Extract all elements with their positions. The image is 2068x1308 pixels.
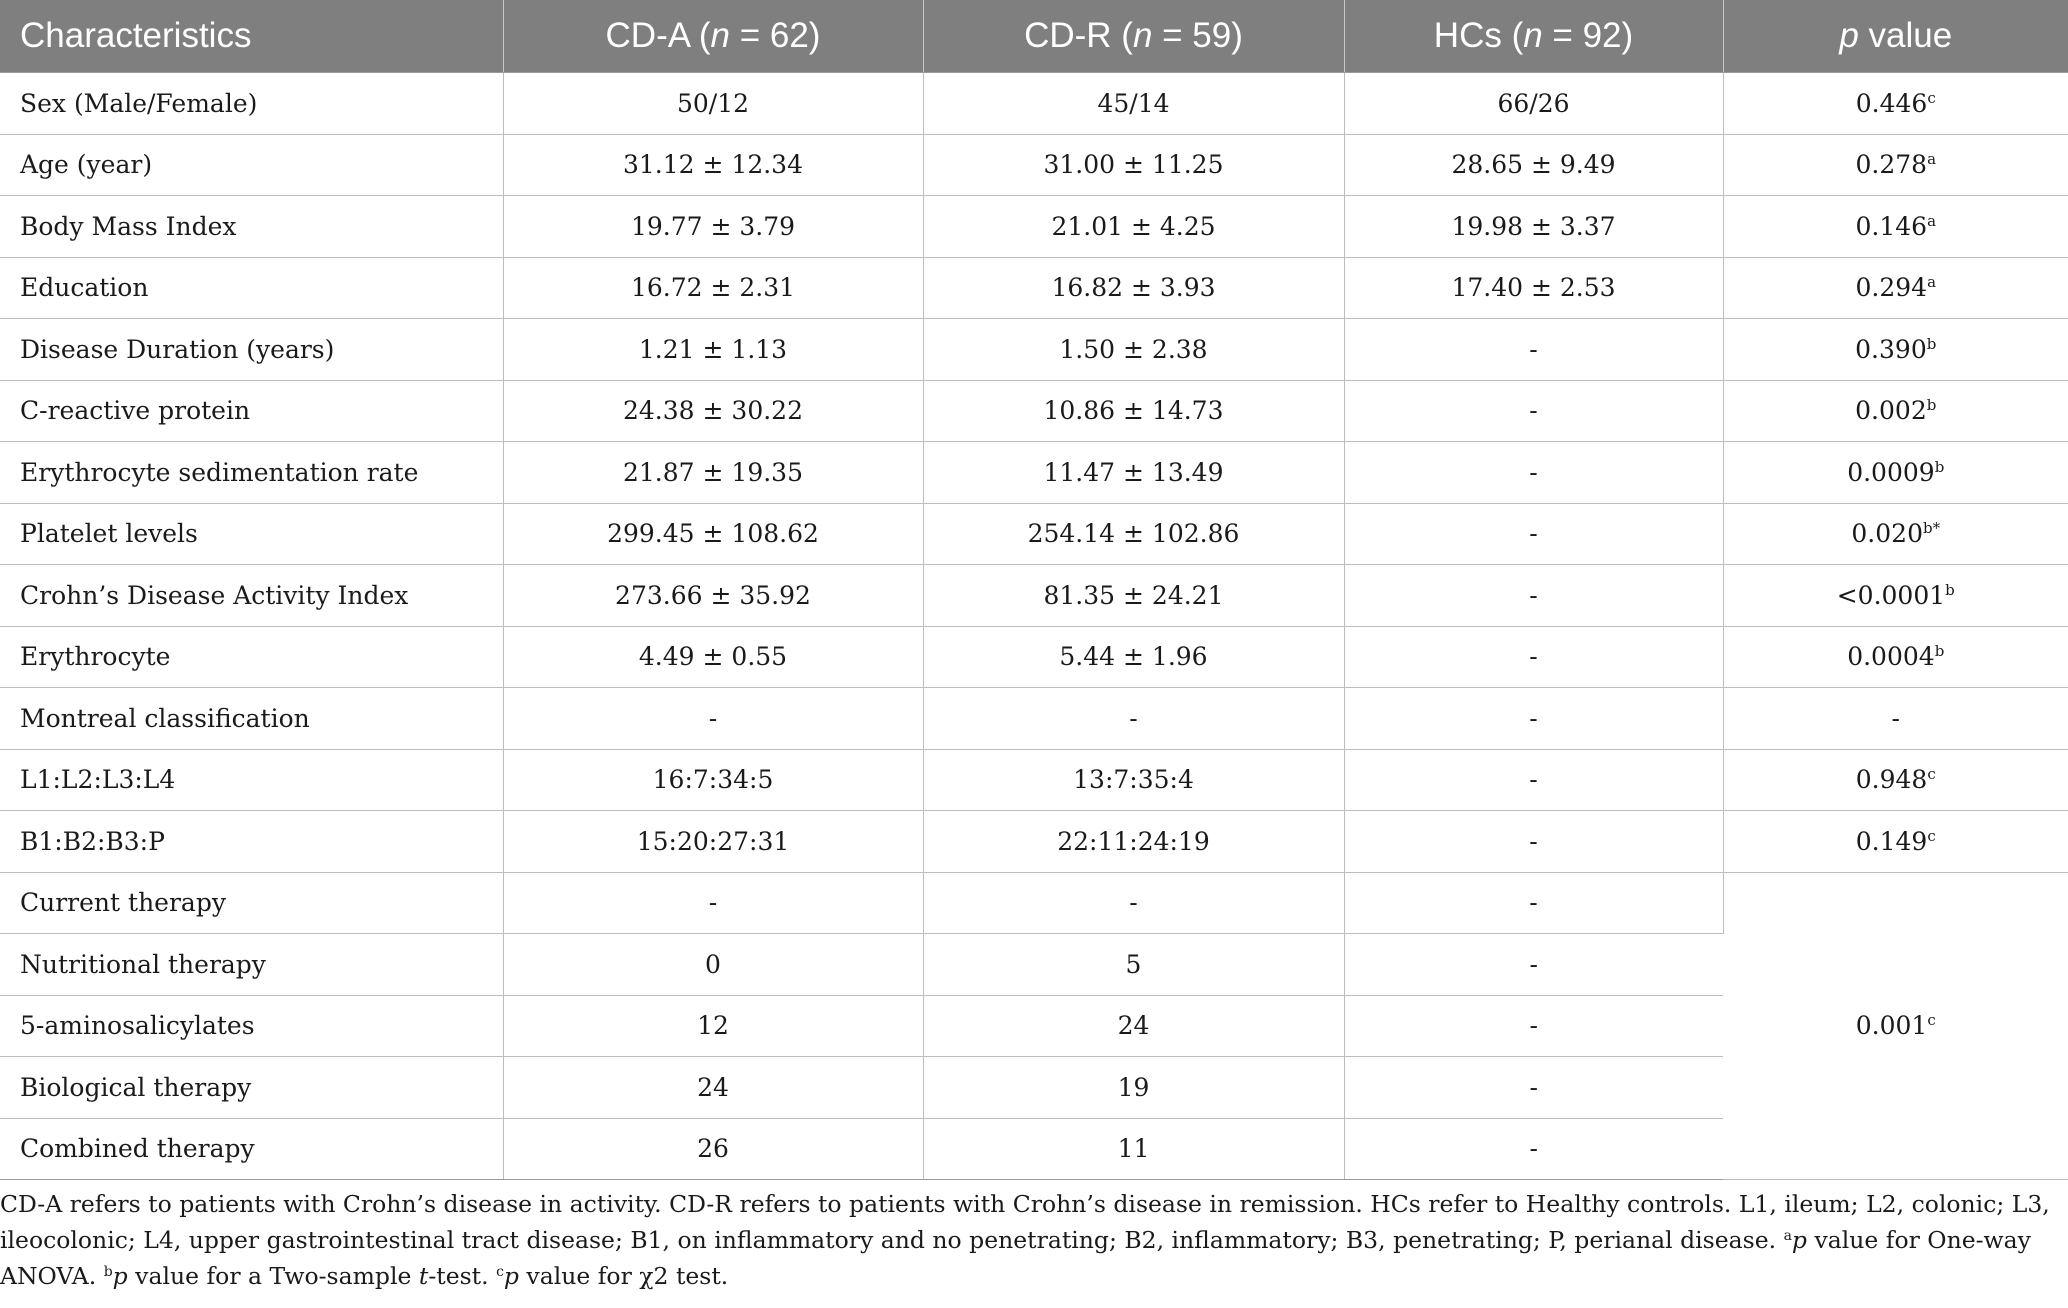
table-row [0, 319, 2068, 381]
cd-r-value: 21.01 ± 4.25 [923, 196, 1344, 258]
cd-r-value: 5.44 ± 1.96 [923, 626, 1344, 688]
hcs-value: - [1344, 934, 1723, 996]
p-value [1723, 380, 2068, 442]
cd-a-value: 24.38 ± 30.22 [503, 380, 923, 442]
hcs-value: - [1344, 995, 1723, 1057]
row-label: Body Mass Index [0, 196, 503, 258]
cd-r-value: 1.50 ± 2.38 [923, 319, 1344, 381]
table-row [0, 872, 2068, 934]
p-value-number: <0.0001 [1836, 580, 1946, 610]
p-value-number: 0.0004 [1847, 642, 1935, 672]
p-value-superscript: c [1927, 826, 1936, 845]
cd-r-value: 13:7:35:4 [923, 749, 1344, 811]
table-row [0, 749, 2068, 811]
cd-r-value: - [923, 688, 1344, 750]
row-label: Education [0, 257, 503, 319]
p-value-superscript: b [1934, 457, 1945, 476]
hcs-value: - [1344, 872, 1723, 934]
header-hcs: HCs (n = 92) [1344, 0, 1723, 73]
p-value [1723, 811, 2068, 873]
p-value-number: - [1891, 703, 1900, 733]
hcs-value: 66/26 [1344, 73, 1723, 135]
header-cd-a: CD-A (n = 62) [503, 0, 923, 73]
row-label: Biological therapy [0, 1057, 503, 1119]
row-label: Current therapy [0, 872, 503, 934]
cd-r-value: 19 [923, 1057, 1344, 1119]
table-row [0, 503, 2068, 565]
cd-r-value: 11 [923, 1118, 1344, 1180]
p-value-number: 0.020 [1851, 519, 1923, 549]
p-value-superscript: b [1926, 396, 1937, 415]
p-value [1723, 749, 2068, 811]
hcs-value: - [1344, 811, 1723, 873]
row-label: Sex (Male/Female) [0, 73, 503, 135]
hcs-value: - [1344, 688, 1723, 750]
table-row [0, 565, 2068, 627]
cd-a-value: 50/12 [503, 73, 923, 135]
hcs-value: - [1344, 749, 1723, 811]
hcs-value: - [1344, 565, 1723, 627]
hcs-value: - [1344, 319, 1723, 381]
p-value-number: 0.390 [1855, 334, 1927, 364]
cd-r-value: 81.35 ± 24.21 [923, 565, 1344, 627]
table-row [0, 134, 2068, 196]
cd-a-value: 1.21 ± 1.13 [503, 319, 923, 381]
p-value [1723, 442, 2068, 504]
cd-r-value: 10.86 ± 14.73 [923, 380, 1344, 442]
cd-r-value: 5 [923, 934, 1344, 996]
row-label: L1:L2:L3:L4 [0, 749, 503, 811]
row-label: Erythrocyte sedimentation rate [0, 442, 503, 504]
p-value-number: 0.001 [1855, 1011, 1928, 1041]
cd-a-value: 19.77 ± 3.79 [503, 196, 923, 258]
table-header [0, 0, 2068, 73]
p-value [1723, 565, 2068, 627]
row-label: Nutritional therapy [0, 934, 503, 996]
cd-r-value: 254.14 ± 102.86 [923, 503, 1344, 565]
p-value [1723, 319, 2068, 381]
cd-a-value: 0 [503, 934, 923, 996]
cd-r-value: 31.00 ± 11.25 [923, 134, 1344, 196]
p-value-number: 0.149 [1855, 826, 1928, 856]
header-characteristics: Characteristics [0, 0, 503, 73]
row-label: Montreal classification [0, 688, 503, 750]
p-value [1723, 134, 2068, 196]
p-value-superscript: b* [1922, 519, 1941, 538]
hcs-value: - [1344, 1118, 1723, 1180]
table-row [0, 626, 2068, 688]
cd-r-value: 16.82 ± 3.93 [923, 257, 1344, 319]
cd-r-value: 11.47 ± 13.49 [923, 442, 1344, 504]
hcs-value: - [1344, 1057, 1723, 1119]
table-row [0, 442, 2068, 504]
table-row [0, 196, 2068, 258]
row-label: Age (year) [0, 134, 503, 196]
p-value-superscript: b [1926, 334, 1937, 353]
table-row [0, 380, 2068, 442]
cd-a-value: 16.72 ± 2.31 [503, 257, 923, 319]
p-value-superscript: c [1927, 765, 1936, 784]
table-row [0, 688, 2068, 750]
table-footnote: CD-A refers to patients with Crohn’s disease in activity. CD-R refers to patients with Crohn’s disease in remission. HCs refer to Healthy controls. L1, ileum; L2, colonic; L3, ileocolonic; L4, upper gastrointestinal tract disease; B1, on inflammatory and no penetrating; B2, inflammatory; B3, penetrating; P, perianal disease. $^a$p value for One-way ANOVA. $^b$p value for a Two-sample t-test. $^c$p value for χ2 test. [0, 1190, 2050, 1290]
row-label: Erythrocyte [0, 626, 503, 688]
cd-a-value: - [503, 688, 923, 750]
p-value [1723, 503, 2068, 565]
p-value-number: 0.446 [1855, 88, 1928, 118]
hcs-value: - [1344, 626, 1723, 688]
row-label: Platelet levels [0, 503, 503, 565]
table-row [0, 811, 2068, 873]
p-value-number: 0.948 [1855, 765, 1928, 795]
p-value-superscript: b [1934, 642, 1945, 661]
cd-a-value: - [503, 872, 923, 934]
table-row [0, 73, 2068, 135]
p-value [1723, 73, 2068, 135]
hcs-value: 28.65 ± 9.49 [1344, 134, 1723, 196]
p-value-number: 0.002 [1855, 396, 1927, 426]
hcs-value: 19.98 ± 3.37 [1344, 196, 1723, 258]
header-p-value: p value [1723, 0, 2068, 73]
cd-r-value: 22:11:24:19 [923, 811, 1344, 873]
p-value-superscript: a [1927, 211, 1937, 230]
cd-a-value: 31.12 ± 12.34 [503, 134, 923, 196]
cd-a-value: 26 [503, 1118, 923, 1180]
p-value-number: 0.146 [1855, 211, 1928, 241]
row-label: Disease Duration (years) [0, 319, 503, 381]
cd-a-value: 4.49 ± 0.55 [503, 626, 923, 688]
table-body [0, 73, 2068, 1180]
row-label: Crohn’s Disease Activity Index [0, 565, 503, 627]
p-value [1723, 688, 2068, 750]
header-cd-r: CD-R (n = 59) [923, 0, 1344, 73]
p-value-superscript: c [1927, 1011, 1936, 1030]
p-value [1723, 257, 2068, 319]
hcs-value: 17.40 ± 2.53 [1344, 257, 1723, 319]
p-value-superscript: b [1945, 580, 1955, 599]
row-label: C-reactive protein [0, 380, 503, 442]
p-value [1723, 626, 2068, 688]
p-value-number: 0.0009 [1847, 457, 1935, 487]
p-value-number: 0.278 [1855, 150, 1928, 180]
cd-a-value: 273.66 ± 35.92 [503, 565, 923, 627]
cd-a-value: 21.87 ± 19.35 [503, 442, 923, 504]
p-value [1723, 196, 2068, 258]
p-value-number: 0.294 [1855, 273, 1928, 303]
table-row [0, 257, 2068, 319]
cd-a-value: 24 [503, 1057, 923, 1119]
p-value-superscript: a [1927, 150, 1937, 169]
cd-a-value: 299.45 ± 108.62 [503, 503, 923, 565]
hcs-value: - [1344, 442, 1723, 504]
hcs-value: - [1344, 380, 1723, 442]
therapy-p-value [1723, 872, 2068, 1180]
cd-a-value: 16:7:34:5 [503, 749, 923, 811]
hcs-value: - [1344, 503, 1723, 565]
cd-r-value: 45/14 [923, 73, 1344, 135]
cd-a-value: 12 [503, 995, 923, 1057]
p-value-superscript: c [1927, 88, 1936, 107]
cd-a-value: 15:20:27:31 [503, 811, 923, 873]
row-label: B1:B2:B3:P [0, 811, 503, 873]
row-label: Combined therapy [0, 1118, 503, 1180]
header-row [0, 0, 2068, 73]
row-label: 5-aminosalicylates [0, 995, 503, 1057]
cd-r-value: 24 [923, 995, 1344, 1057]
p-value-superscript: a [1927, 273, 1937, 292]
cd-r-value: - [923, 872, 1344, 934]
